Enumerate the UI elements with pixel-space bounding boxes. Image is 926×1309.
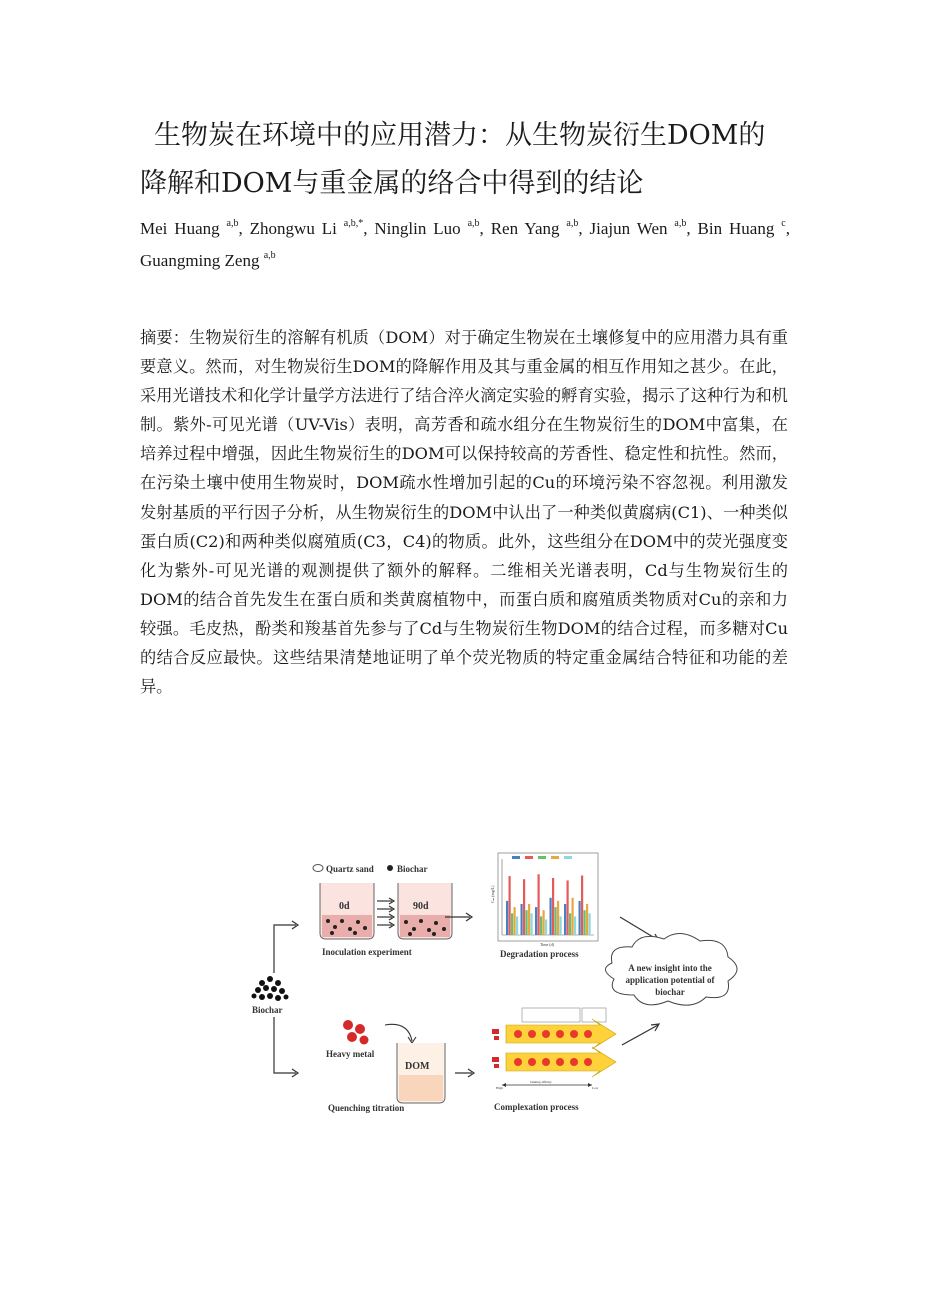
chart-bar xyxy=(514,907,516,935)
author-name: Guangming Zeng $^{a,b}$ xyxy=(140,250,276,270)
chart-bar xyxy=(540,916,542,935)
legend-swatch xyxy=(525,856,533,859)
quartz-legend-icon xyxy=(313,865,323,872)
author-name: Jiajun Wen $^{a,b}$ xyxy=(589,218,687,238)
author-list: Mei Huang $^{a,b}$, Zhongwu Li $^{a,b,*}$, Ninglin Luo $^{a,b}$, Ren Yang $^{a,b}$, Jiajun Wen $^{a,b}$, Bin Huang $^c$, Guangming Zeng $^{a,b}$ xyxy=(140,218,790,270)
author-affiliation: a,b xyxy=(674,218,687,229)
affinity-low: Low xyxy=(592,1086,599,1090)
chart-bar xyxy=(543,910,545,935)
chart-bar xyxy=(579,901,581,935)
heavy-metal-label: Heavy metal xyxy=(326,1049,375,1059)
day0-label: 0d xyxy=(339,901,350,912)
chart-ylabel: Cₘ (mg/L) xyxy=(490,885,495,903)
chart-bar xyxy=(555,907,557,935)
chart-bar xyxy=(564,904,566,935)
biochar-legend-label: Biochar xyxy=(397,864,428,874)
complexation-label: Complexation process xyxy=(494,1102,579,1112)
insight-cloud xyxy=(605,933,737,1005)
author-affiliation: a,b xyxy=(226,218,239,229)
curved-arrow xyxy=(385,1024,412,1041)
transfer-arrows xyxy=(377,898,394,928)
degradation-chart xyxy=(490,853,598,947)
quenching-label: Quenching titration xyxy=(328,1103,405,1113)
chart-bar xyxy=(589,913,591,935)
complexation-diagram xyxy=(492,1008,616,1090)
author-name: Bin Huang $^c$ xyxy=(697,218,786,238)
chart-bar xyxy=(516,916,518,935)
chart-bar xyxy=(574,916,576,935)
chart-bar xyxy=(552,878,554,935)
beaker-0d xyxy=(320,883,374,939)
chart-bar xyxy=(506,901,508,935)
legend-swatch xyxy=(512,856,520,859)
day90-label: 90d xyxy=(413,901,429,912)
chart-bar xyxy=(586,904,588,935)
cloud-line-2: application potential of xyxy=(625,975,715,985)
affinity-high: High xyxy=(496,1086,503,1090)
chart-bar xyxy=(550,898,552,935)
heavy-metal-icon xyxy=(343,1020,369,1045)
biochar-pile-icon xyxy=(252,976,289,1001)
legend-swatch xyxy=(538,856,546,859)
chart-bar xyxy=(521,904,523,935)
chart-bar xyxy=(572,898,574,935)
chart-bar xyxy=(538,874,540,935)
degradation-label: Degradation process xyxy=(500,949,579,959)
paper-title: 生物炭在环境中的应用潜力：从生物炭衍生DOM的降解和DOM与重金属的络合中得到的结论 xyxy=(140,120,766,199)
chart-bar xyxy=(528,904,530,935)
author-affiliation: a,b xyxy=(566,218,579,229)
chart-bar xyxy=(581,875,583,935)
author-name: Mei Huang $^{a,b}$ xyxy=(140,218,239,238)
dom-beaker xyxy=(397,1043,445,1103)
chart-xlabel: Time (d) xyxy=(540,942,554,947)
author-affiliation: a,b xyxy=(467,218,480,229)
cloud-line-1: A new insight into the xyxy=(628,963,712,973)
chart-bar xyxy=(531,913,533,935)
affinity-label: binding affinity xyxy=(530,1080,552,1084)
chart-bar xyxy=(526,910,528,935)
author-name: Ren Yang $^{a,b}$ xyxy=(490,218,579,238)
chart-bar xyxy=(509,876,511,935)
cloud-line-3: biochar xyxy=(655,987,685,997)
chart-bar xyxy=(557,901,559,935)
chart-bar xyxy=(584,910,586,935)
author-affiliation: a,b xyxy=(263,250,276,261)
chart-bar xyxy=(567,880,569,935)
chart-bar xyxy=(560,916,562,935)
biochar-legend-icon xyxy=(387,865,393,871)
chart-bar xyxy=(523,879,525,935)
author-name: Ninglin Luo $^{a,b}$ xyxy=(374,218,480,238)
graphical-abstract-figure xyxy=(240,845,760,1120)
beaker-90d xyxy=(398,883,452,939)
chart-bar xyxy=(569,913,571,935)
author-affiliation: a,b,* xyxy=(343,218,364,229)
legend-swatch xyxy=(551,856,559,859)
dom-label: DOM xyxy=(405,1061,430,1072)
abstract-text: 摘要：生物炭衍生的溶解有机质（DOM）对于确定生物炭在土壤修复中的应用潜力具有重要意义。然而，对生物炭衍生DOM的降解作用及其与重金属的相互作用知之甚少。在此，采用光谱技术和化学计量学方法进行了结合淬火滴定实验的孵育实验，揭示了这种行为和机制。紫外-可见光谱（UV-Vis）表明，高芳香和疏水组分在生物炭衍生的DOM中富集，在培养过程中增强，因此生物炭衍生的DOM可以保持较高的芳香性、稳定性和抗性。然而，在污染土壤中使用生物炭时，DOM疏水性增加引起的Cu的环境污染不容忽视。利用激发发射基质的平行因子分析，从生物炭衍生的DOM中认出了一种类似黄腐病(C1)、一种类似蛋白质(C2)和两种类似腐殖质(C3，C4)的物质。此外，这些组分在DOM中的荧光强度变化为紫外-可见光谱的观测提供了额外的解释。二维相关光谱表明，Cd与生物炭衍生的DOM的结合首先发生在蛋白质和类黄腐植物中，而蛋白质和腐殖质类物质对Cu的亲和力较强。毛皮热，酚类和羧基首先参与了Cd与生物炭衍生物DOM的结合过程，而多糖对Cu的结合反应最快。这些结果清楚地证明了单个荧光物质的特定重金属结合特征和功能的差异。 xyxy=(140,328,788,697)
author-name: Zhongwu Li $^{a,b,*}$ xyxy=(249,218,364,238)
quartz-legend-label: Quartz sand xyxy=(326,864,374,874)
chart-bar xyxy=(535,907,537,935)
chart-bar xyxy=(511,913,513,935)
inoculation-label: Inoculation experiment xyxy=(322,947,412,957)
author-affiliation: c xyxy=(781,218,786,229)
chart-bar xyxy=(545,920,547,936)
graphical-abstract-svg xyxy=(240,845,760,1120)
biochar-label: Biochar xyxy=(252,1005,283,1015)
legend-swatch xyxy=(564,856,572,859)
